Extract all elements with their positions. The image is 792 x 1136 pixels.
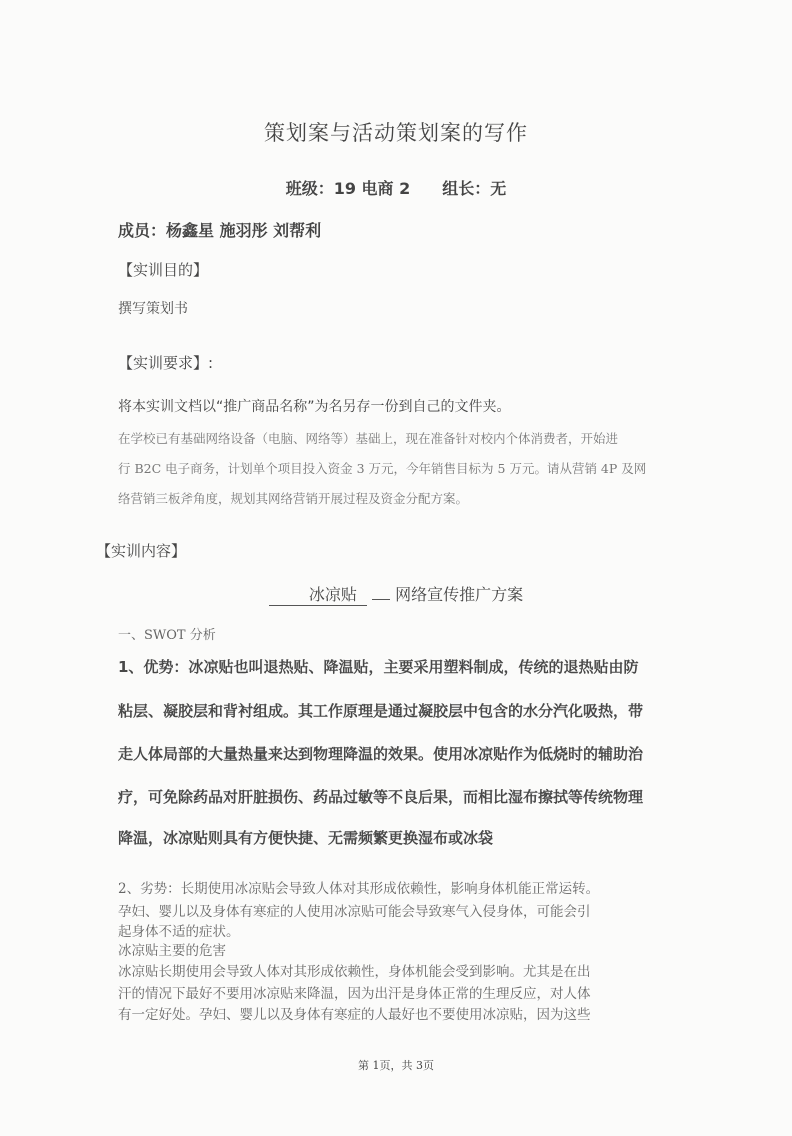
requirements-line-3: 行 B2C 电子商务，计划单个项目投入资金 3 万元，今年销售目标为 5 万元。请从营销 4P 及网 bbox=[118, 461, 647, 476]
strength-line-3: 走人体局部的大量热量来达到物理降温的效果。使用冰凉贴作为低烧时的辅助治 bbox=[118, 745, 644, 763]
plan-title bbox=[0, 582, 792, 606]
strength-line-4: 疗，可免除药品对肝脏损伤、药品过敏等不良后果，而相比湿布擦拭等传统物理 bbox=[118, 788, 644, 806]
weakness-line-7: 有一定好处。孕妇、婴儿以及身体有寒症的人最好也不要使用冰凉贴，因为这些 bbox=[118, 1007, 591, 1023]
plan-title-underline bbox=[372, 599, 390, 600]
requirements-line-2: 在学校已有基础网络设备（电脑、网络等）基础上，现在准备针对校内个体消费者，开始进 bbox=[118, 431, 619, 446]
plan-title-text: 网络宣传推广方案 bbox=[395, 585, 524, 604]
members-line: 成员：杨鑫星 施羽彤 刘帮利 bbox=[118, 221, 322, 240]
class-label: 班级：19 电商 2 bbox=[285, 179, 411, 198]
weakness-line-4: 冰凉贴主要的危害 bbox=[118, 943, 226, 959]
class-leader-line bbox=[0, 176, 792, 199]
plan-product: 冰凉贴 bbox=[269, 582, 367, 606]
content-heading: 【实训内容】 bbox=[96, 542, 187, 560]
requirements-line-4: 络营销三板斧角度，规划其网络营销开展过程及资金分配方案。 bbox=[118, 491, 469, 506]
strength-line-1: 1、优势：冰凉贴也叫退热贴、降温贴，主要采用塑料制成，传统的退热贴由防 bbox=[118, 658, 639, 676]
strength-line-2: 粘层、凝胶层和背衬组成。其工作原理是通过凝胶层中包含的水分汽化吸热，带 bbox=[118, 702, 644, 720]
objective-heading: 【实训目的】 bbox=[118, 261, 209, 279]
page-footer: 第 1页，共 3页 bbox=[358, 1059, 434, 1072]
weakness-line-2: 孕妇、婴儿以及身体有寒症的人使用冰凉贴可能会导致寒气入侵身体，可能会引 bbox=[118, 904, 591, 920]
weakness-line-1: 2、劣势：长期使用冰凉贴会导致人体对其形成依赖性，影响身体机能正常运转。 bbox=[118, 881, 600, 897]
leader-label: 组长：无 bbox=[442, 179, 507, 198]
requirements-heading: 【实训要求】: bbox=[118, 354, 214, 372]
requirements-line-1: 将本实训文档以“推广商品名称”为名另存一份到自己的文件夹。 bbox=[118, 399, 511, 415]
objective-text: 撰写策划书 bbox=[118, 301, 188, 317]
weakness-line-3: 起身体不适的症状。 bbox=[118, 924, 240, 940]
weakness-line-5: 冰凉贴长期使用会导致人体对其形成依赖性，身体机能会受到影响。尤其是在出 bbox=[118, 964, 591, 980]
swot-heading: 一、SWOT 分析 bbox=[118, 628, 216, 643]
weakness-line-6: 汗的情况下最好不要用冰凉贴来降温，因为出汗是身体正常的生理反应，对人体 bbox=[118, 986, 591, 1002]
strength-line-5: 降温，冰凉贴则具有方便快捷、无需频繁更换湿布或冰袋 bbox=[118, 829, 494, 847]
document-title: 策划案与活动策划案的写作 bbox=[264, 121, 528, 145]
